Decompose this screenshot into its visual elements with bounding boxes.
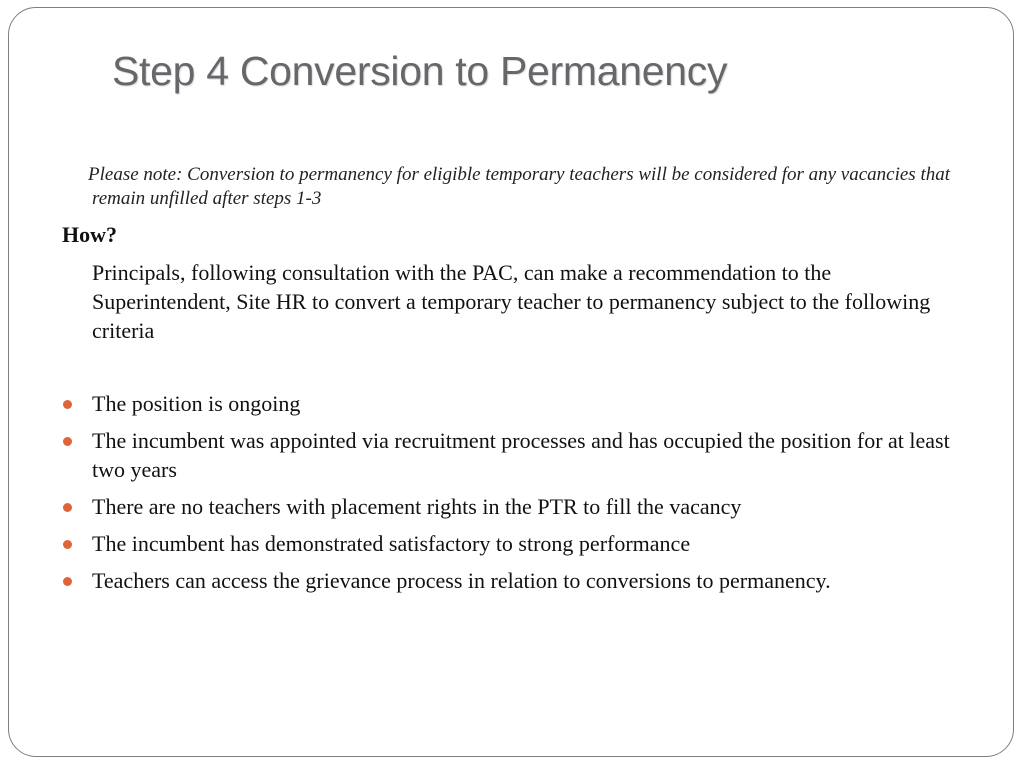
- bullet-dot-icon: [63, 400, 72, 409]
- list-item-text: The incumbent was appointed via recruitment processes and has occupied the position for at least two years: [92, 428, 950, 482]
- list-item: [62, 529, 962, 558]
- list-item-text: There are no teachers with placement rights in the PTR to fill the vacancy: [92, 494, 742, 519]
- note-text: Please note: Conversion to permanency for eligible temporary teachers will be considered for any vacancies that remain unfilled after steps 1-3: [88, 164, 951, 209]
- criteria-list: [62, 389, 962, 603]
- bullet-dot-icon: [63, 437, 72, 446]
- list-item-text: The incumbent has demonstrated satisfactory to strong performance: [92, 531, 691, 556]
- how-heading: How?: [62, 222, 117, 247]
- list-item: [62, 566, 962, 595]
- list-item-text: The position is ongoing: [92, 391, 301, 416]
- bullet-dot-icon: [63, 577, 72, 586]
- list-item: [62, 492, 962, 521]
- list-item: [62, 389, 962, 418]
- slide-title: Step 4 Conversion to Permanency: [112, 48, 728, 94]
- list-item-text: Teachers can access the grievance process in relation to conversions to permanency.: [92, 568, 831, 593]
- bullet-dot-icon: [63, 503, 72, 512]
- bullet-dot-icon: [63, 540, 72, 549]
- body-paragraph: Principals, following consultation with the PAC, can make a recommendation to the Superintendent, Site HR to convert a temporary teacher to permanency subject to the following criteria: [92, 260, 931, 343]
- slide-frame: [8, 7, 1014, 757]
- list-item: [62, 426, 962, 484]
